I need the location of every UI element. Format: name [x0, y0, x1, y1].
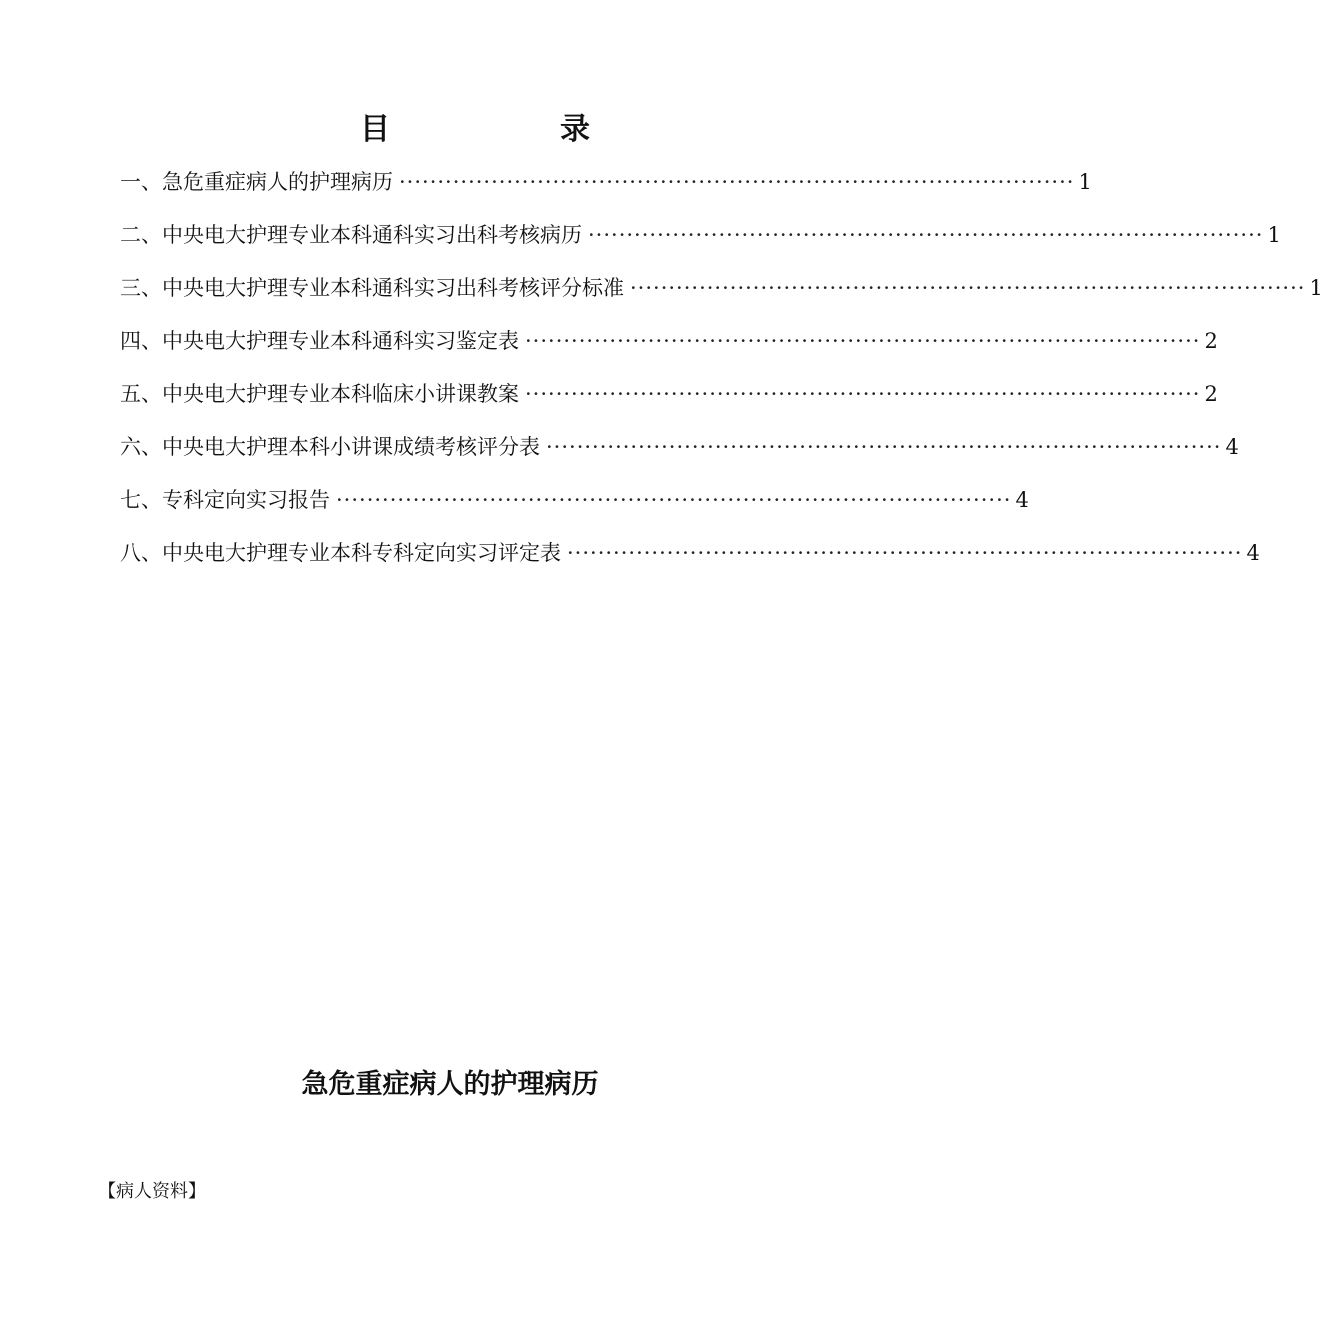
toc-item[interactable]	[120, 425, 1239, 478]
toc-dot-leader: ························································································	[588, 223, 1264, 247]
toc-title-char-2: 录	[560, 112, 590, 147]
toc-item-label: 五、中央电大护理专业本科临床小讲课教案	[120, 382, 519, 406]
toc-item-page: 4	[1015, 488, 1029, 512]
patient-info-label: 【病人资料】	[98, 1181, 206, 1202]
toc-item[interactable]	[120, 266, 1323, 319]
toc-item-label: 七、专科定向实习报告	[120, 488, 330, 512]
toc-item[interactable]	[120, 160, 1092, 213]
toc-item-page: 4	[1225, 435, 1239, 459]
toc-item-page: 1	[1267, 223, 1281, 247]
toc-item-page: 2	[1204, 382, 1218, 406]
toc-dot-leader: ························································································	[525, 382, 1201, 406]
toc-item[interactable]	[120, 213, 1281, 266]
toc-item-page: 1	[1309, 276, 1323, 300]
toc-dot-leader: ························································································	[546, 435, 1222, 459]
toc-dot-leader: ························································································	[630, 276, 1306, 300]
toc-list	[120, 160, 1323, 584]
section-title: 急危重症病人的护理病历	[301, 1069, 599, 1100]
toc-item[interactable]	[120, 478, 1029, 531]
toc-dot-leader: ························································································	[525, 329, 1201, 353]
toc-item-label: 八、中央电大护理专业本科专科定向实习评定表	[120, 541, 561, 565]
toc-dot-leader: ························································································	[336, 488, 1012, 512]
toc-item-label: 六、中央电大护理本科小讲课成绩考核评分表	[120, 435, 540, 459]
toc-item-label: 四、中央电大护理专业本科通科实习鉴定表	[120, 329, 519, 353]
toc-item-label: 二、中央电大护理专业本科通科实习出科考核病历	[120, 223, 582, 247]
toc-title-char-1: 目	[360, 112, 390, 147]
toc-item-label: 一、急危重症病人的护理病历	[120, 170, 393, 194]
toc-item[interactable]	[120, 372, 1218, 425]
toc-item[interactable]	[120, 531, 1260, 584]
toc-dot-leader: ························································································	[567, 541, 1243, 565]
toc-item[interactable]	[120, 319, 1218, 372]
toc-item-page: 4	[1246, 541, 1260, 565]
toc-item-label: 三、中央电大护理专业本科通科实习出科考核评分标准	[120, 276, 624, 300]
toc-item-page: 1	[1078, 170, 1092, 194]
toc-item-page: 2	[1204, 329, 1218, 353]
toc-dot-leader: ························································································	[399, 170, 1075, 194]
